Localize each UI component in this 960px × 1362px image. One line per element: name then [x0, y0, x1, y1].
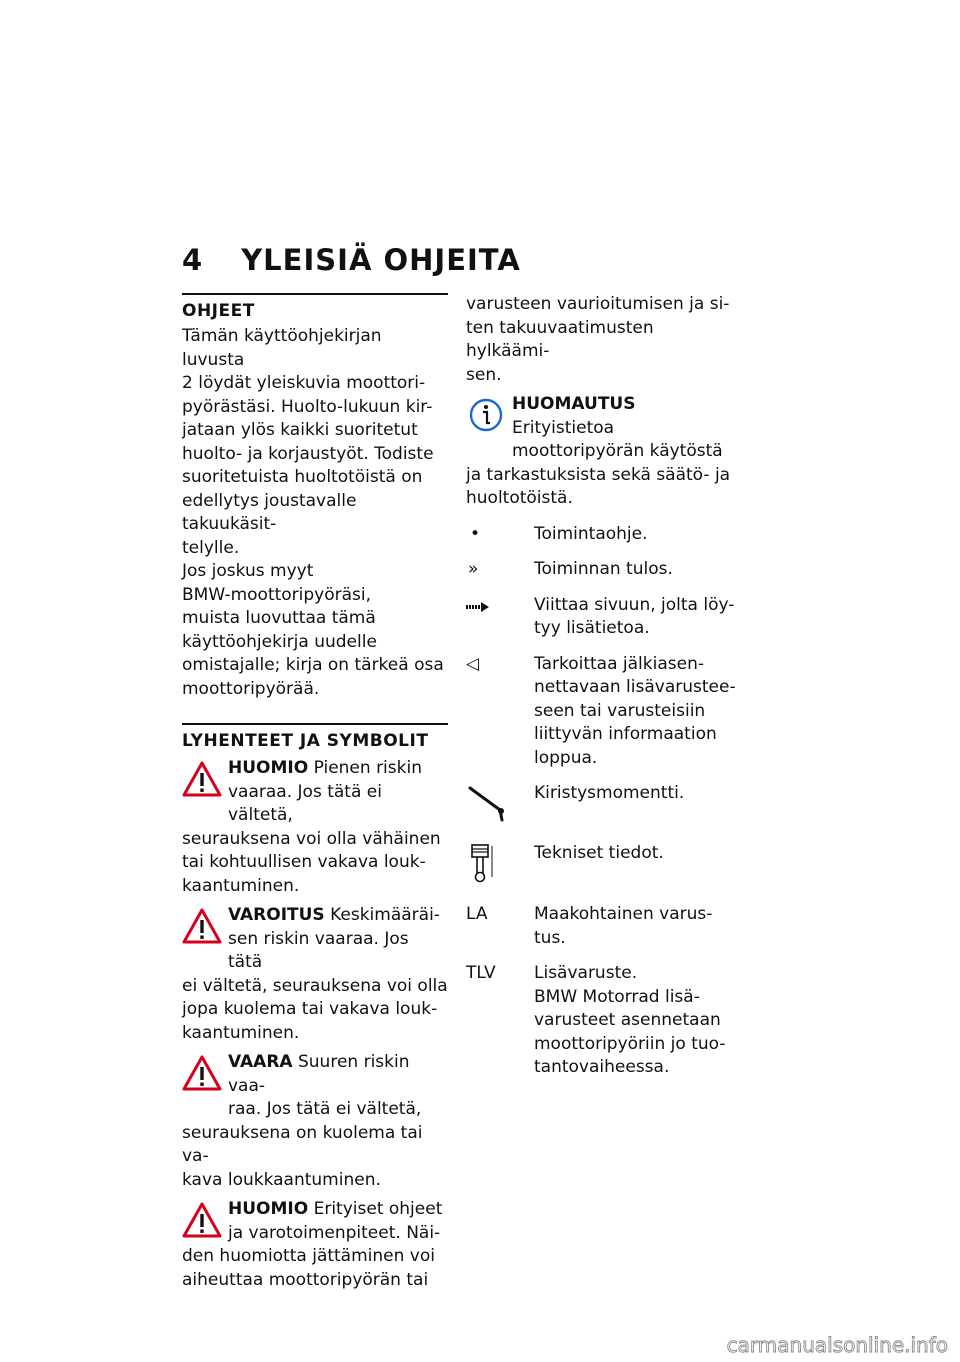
watermark-text: carmanualsonline.info — [726, 1334, 948, 1356]
bullet-icon: • — [470, 523, 481, 544]
continuation-text: varusteen vaurioitumisen ja si- ten takuuvaatimusten hylkäämi- sen. — [466, 294, 730, 385]
end-of-accessory-info-icon: ◁ — [466, 653, 480, 674]
ohjeet-paragraph-2: Jos joskus myyt BMW-moottoripyöräsi, muista luovuttaa tämä käyttöohjekirja uudelle omistajalle; kirja on tärkeä osa moottoripyörää. — [182, 561, 444, 699]
page-reference-arrow-icon — [466, 600, 490, 614]
notice-huomio-low: HUOMIO Pienen riskin vaaraa. Jos tätä ei vältetä, seurauksena voi olla vähäinen tai kohtuullisen vakava louk- kaantuminen. — [182, 758, 441, 896]
notice-vaara: VAARA Suuren riskin vaa- raa. Jos tätä ei vältetä, seurauksena on kuolema tai va- kava loukkaantuminen. — [182, 1052, 423, 1190]
warning-triangle-icon — [182, 759, 222, 799]
technical-data-icon — [466, 842, 496, 884]
right-column — [466, 293, 738, 1080]
symbol-row-bullet: • Toimintaohje. — [466, 523, 738, 547]
chapter-heading — [182, 243, 521, 277]
watermark-logo — [610, 1334, 950, 1356]
symbol-row-la: LA Maakohtainen varus- tus. — [466, 903, 738, 950]
notice-huomautus: HUOMAUTUS Erityistietoa moottoripyörän käytöstä ja tarkastuksista sekä säätö- ja huoltotöistä. — [466, 394, 731, 508]
section-title-symbols: LYHENTEET JA SYMBOLIT — [182, 731, 429, 751]
abbreviation-la: LA — [466, 904, 488, 924]
warning-triangle-icon — [182, 1053, 222, 1093]
warning-triangle-icon — [182, 906, 222, 946]
info-icon — [466, 395, 506, 435]
symbol-row-result: » Toiminnan tulos. — [466, 558, 738, 582]
symbol-row-technical-data: Tekniset tiedot. — [466, 842, 738, 892]
symbol-row-end-accessory: ◁ Tarkoittaa jälkiasen- nettavaan lisävarustee- seen tai varusteisiin liittyvän informaation loppua. — [466, 653, 738, 771]
chapter-title: YLEISIÄ OHJEITA — [241, 243, 521, 277]
chapter-number: 4 — [182, 243, 204, 277]
section-divider — [182, 293, 448, 295]
torque-wrench-icon — [466, 782, 510, 822]
ohjeet-paragraph-1: Tämän käyttöohjekirjan luvusta 2 löydät yleiskuvia moottori- pyörästäsi. Huolto-lukuun kir- jataan ylös kaikki suoritetut huolto- ja korjaustyöt. Todiste suoritetuista huoltotöistä on edellytys joustavalle takuukäsit- telylle. — [182, 326, 434, 558]
symbol-row-tlv: TLV Lisävaruste. BMW Motorrad lisä- varusteet asennetaan moottoripyöriin jo tuo- tantovaiheessa. — [466, 962, 738, 1080]
symbol-row-page-reference: Viittaa sivuun, jolta löy- tyy lisätietoa. — [466, 594, 738, 641]
left-column — [182, 293, 448, 1292]
notice-huomio-special: HUOMIO Erityiset ohjeet ja varotoimenpiteet. Näi- den huomiotta jättäminen voi aiheuttaa moottoripyörän tai — [182, 1199, 443, 1290]
section-title-ohjeet: OHJEET — [182, 301, 255, 321]
warning-triangle-icon — [182, 1200, 222, 1240]
abbreviation-tlv: TLV — [466, 963, 496, 983]
result-arrow-icon: » — [468, 559, 479, 579]
notice-varoitus: VAROITUS Keskimääräi- sen riskin vaaraa. Jos tätä ei vältetä, seurauksena voi olla jopa kuolema tai vakava louk- kaantuminen. — [182, 905, 448, 1043]
symbol-row-torque: Kiristysmomentti. — [466, 782, 738, 830]
section-divider — [182, 723, 448, 725]
